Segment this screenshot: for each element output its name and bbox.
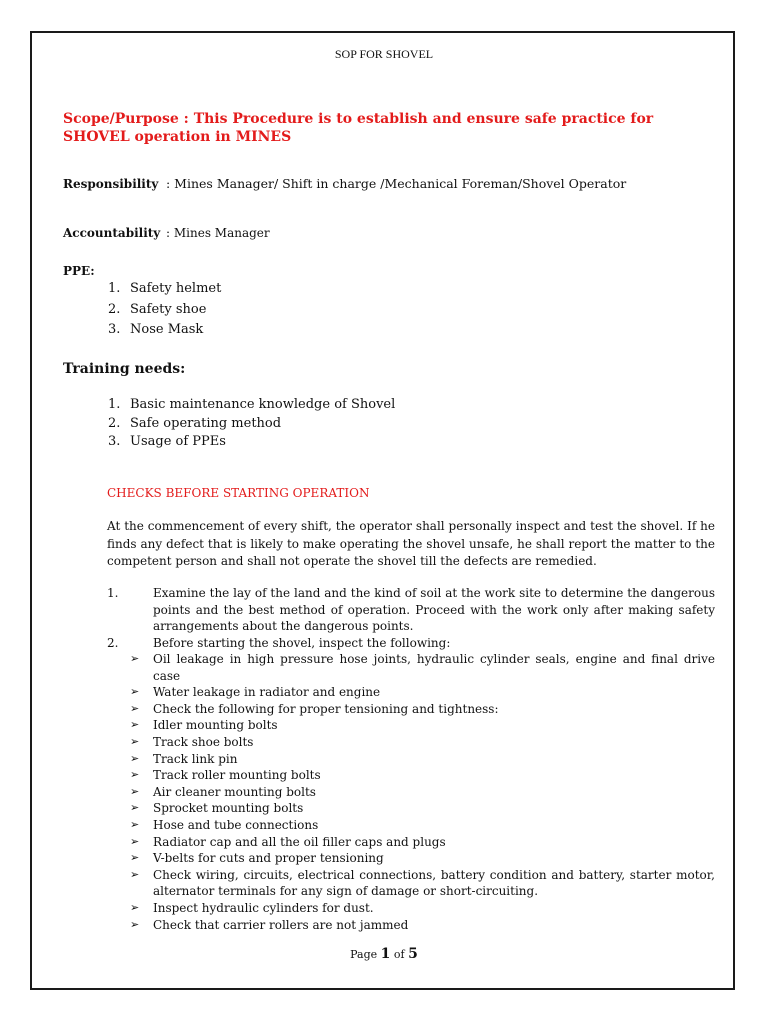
list-item: 1. Basic maintenance knowledge of Shovel (108, 397, 396, 412)
list-item: 2. Safety shoe (108, 301, 207, 317)
arrow-bullet-icon: ➢ (130, 701, 140, 715)
bullet-item: ➢ Check the following for proper tensioning and tightness: (130, 701, 499, 716)
list-item: 2. Safe operating method (108, 415, 282, 431)
bullet-item: ➢ Track roller mounting bolts (130, 768, 321, 783)
ppe-label: PPE: (63, 264, 95, 278)
bullet-item: ➢ Hose and tube connections (130, 817, 319, 832)
accountability-label: Accountability (63, 226, 161, 240)
arrow-bullet-icon: ➢ (130, 768, 140, 782)
list-item: 3. Nose Mask (108, 322, 204, 337)
training-needs-heading: Training needs: (63, 361, 186, 377)
inspection-bullets (130, 651, 715, 933)
arrow-bullet-icon: ➢ (130, 851, 140, 865)
page-total: 5 (408, 946, 418, 962)
responsibility-value: : Mines Manager/ Shift in charge /Mechanical Foreman/Shovel Operator (166, 176, 627, 191)
step-item: 2. Before starting the shovel, inspect the following: (107, 635, 451, 650)
step-item: 1. Examine the lay of the land and the kind of soil at the work site to determine the dangerous points and the best method of operation. Proceed with the work only after making safety arrangements about the dangerous points. (107, 586, 715, 633)
accountability-value: : Mines Manager (166, 226, 270, 240)
arrow-bullet-icon: ➢ (130, 685, 140, 699)
arrow-bullet-icon: ➢ (130, 652, 140, 665)
bullet-item: ➢ Idler mounting bolts (130, 718, 278, 733)
arrow-bullet-icon: ➢ (130, 834, 140, 848)
arrow-bullet-icon: ➢ (130, 734, 140, 748)
arrow-bullet-icon: ➢ (130, 784, 140, 798)
arrow-bullet-icon: ➢ (130, 900, 140, 914)
bullet-item: ➢ V-belts for cuts and proper tensioning (130, 851, 384, 866)
ppe-list (108, 279, 221, 341)
checks-intro-paragraph: At the commencement of every shift, the operator shall personally inspect and test the shovel. If he finds any defect that is likely to make operating the shovel unsafe, he shall report the matter to the competent person and shall not operate the shovel till the defects are remedied. (107, 519, 715, 568)
bullet-item: ➢ Track shoe bolts (130, 734, 254, 749)
scope-purpose: Scope/Purpose : This Procedure is to establish and ensure safe practice for SHOVEL operation in MINES (63, 111, 654, 145)
page-footer: Page 1 of 5 (350, 946, 418, 962)
arrow-bullet-icon: ➢ (130, 867, 140, 881)
arrow-bullet-icon: ➢ (130, 718, 140, 732)
bullet-item: ➢ Water leakage in radiator and engine (130, 685, 381, 700)
document-header: SOP FOR SHOVEL (334, 47, 434, 61)
responsibility-label: Responsibility (63, 177, 159, 191)
arrow-bullet-icon: ➢ (130, 917, 140, 931)
list-item: 1. Safety helmet (108, 281, 222, 296)
bullet-item: ➢ Track link pin (130, 751, 238, 766)
bullet-item: ➢ Inspect hydraulic cylinders for dust. (130, 900, 374, 915)
arrow-bullet-icon: ➢ (130, 817, 140, 831)
bullet-item: ➢ Sprocket mounting bolts (130, 801, 304, 816)
bullet-item: ➢ Air cleaner mounting bolts (130, 784, 316, 799)
bullet-item: ➢ Radiator cap and all the oil filler caps and plugs (130, 834, 446, 849)
arrow-bullet-icon: ➢ (130, 801, 140, 815)
checks-steps (107, 585, 715, 651)
arrow-bullet-icon: ➢ (130, 751, 140, 765)
page-current: 1 (380, 946, 391, 962)
bullet-item: ➢ Check wiring, circuits, electrical connections, battery condition and battery, starter motor, alternator terminals for any sign of damage or short-circuiting. (130, 867, 715, 899)
bullet-item: ➢ Oil leakage in high pressure hose joints, hydraulic cylinder seals, engine and final drive case (130, 652, 715, 683)
checks-heading: CHECKS BEFORE STARTING OPERATION (107, 486, 370, 500)
training-list (108, 396, 395, 452)
bullet-item: ➢ Check that carrier rollers are not jammed (130, 917, 409, 932)
list-item: 3. Usage of PPEs (108, 434, 226, 449)
